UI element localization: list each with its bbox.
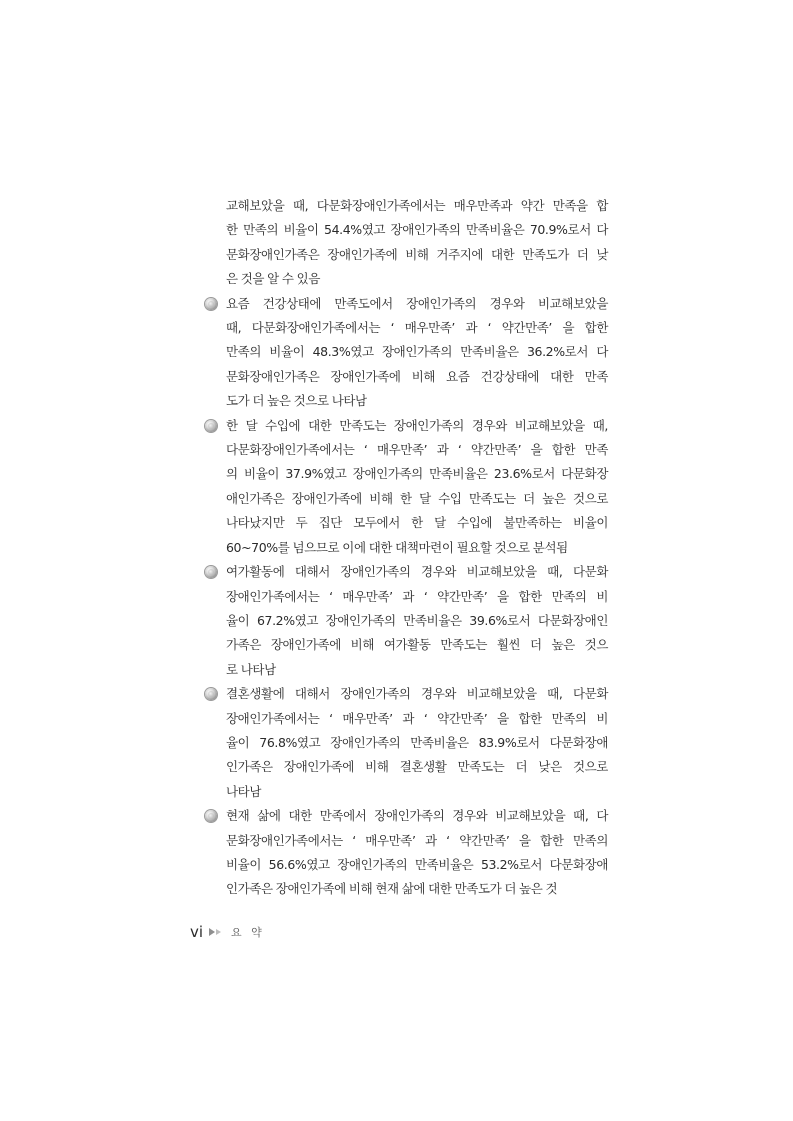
text-line: 문화장애인가족은 장애인가족에 비해 요즘 건강상태에 대한 만족	[226, 368, 608, 384]
text-line: 교해보았을 때, 다문화장애인가족에서는 매우만족과 약간 만족을 합	[226, 198, 608, 213]
text-line: 나타남	[226, 783, 262, 799]
text-line: 가족은 장애인가족에 비해 여가활동 만족도는 훨씬 더 높은 것으	[226, 637, 608, 653]
bullet-item	[203, 682, 608, 804]
text-line: 장애인가족에서는 ‘ 매우만족’ 과 ‘ 약간만족’ 을 합한 만족의 비	[226, 588, 608, 604]
text-line: 애인가족은 장애인가족에 비해 한 달 수입 만족도는 더 높은 것으로	[226, 490, 608, 506]
text-line: 요즘 건강상태에 만족도에서 장애인가족의 경우와 비교해보았을	[226, 295, 608, 311]
text-line: 나타났지만 두 집단 모두에서 한 달 수입에 불만족하는 비율이	[226, 515, 608, 531]
text-line: 다문화장애인가족에서는 ‘ 매우만족’ 과 ‘ 약간만족’ 을 합한 만족	[226, 442, 608, 458]
page-footer	[190, 922, 265, 942]
bullet-item	[203, 414, 608, 560]
section-title: 요 약	[231, 926, 265, 939]
page-number: vi	[190, 923, 204, 941]
text-line: 비율이 56.6%였고 장애인가족의 만족비율은 53.2%로서 다문화장애	[226, 856, 608, 872]
text-line: 율이 67.2%였고 장애인가족의 만족비율은 39.6%로서 다문화장애인	[226, 612, 608, 628]
text-line: 로 나타남	[226, 661, 276, 677]
text-line: 의 비율이 37.9%였고 장애인가족의 만족비율은 23.6%로서 다문화장	[226, 466, 608, 482]
bullet-icon	[205, 688, 217, 700]
text-line: 장애인가족에서는 ‘ 매우만족’ 과 ‘ 약간만족’ 을 합한 만족의 비	[226, 710, 608, 726]
text-line: 여가활동에 대해서 장애인가족의 경우와 비교해보았을 때, 다문화	[226, 564, 608, 580]
bullet-item	[203, 560, 608, 682]
text-line: 문화장애인가족은 장애인가족에 비해 거주지에 대한 만족도가 더 낮	[226, 246, 608, 262]
text-line: 때, 다문화장애인가족에서는 ‘ 매우만족’ 과 ‘ 약간만족’ 을 합한	[226, 320, 608, 336]
text-line: 인가족은 장애인가족에 비해 결혼생활 만족도는 더 낮은 것으로	[226, 759, 608, 775]
text-line: 도가 더 높은 것으로 나타남	[226, 393, 367, 409]
bullet-item	[203, 804, 608, 902]
bullet-icon	[205, 298, 217, 310]
document-body	[203, 194, 608, 902]
bullet-icon	[205, 810, 217, 822]
text-line: 인가족은 장애인가족에 비해 현재 삶에 대한 만족도가 더 높은 것	[226, 881, 558, 897]
text-line: 문화장애인가족에서는 ‘ 매우만족’ 과 ‘ 약간만족’ 을 합한 만족의	[226, 832, 608, 848]
text-line: 현재 삶에 대한 만족에서 장애인가족의 경우와 비교해보았을 때, 다	[226, 808, 608, 824]
text-line: 60~70%를 넘으므로 이에 대한 대책마련이 필요할 것으로 분석됨	[226, 539, 568, 555]
text-line: 한 만족의 비율이 54.4%였고 장애인가족의 만족비율은 70.9%로서 다	[226, 222, 608, 238]
text-line: 은 것을 알 수 있음	[226, 271, 321, 287]
bullet-item	[203, 292, 608, 414]
bullet-icon	[205, 566, 217, 578]
text-line: 율이 76.8%였고 장애인가족의 만족비율은 83.9%로서 다문화장애	[226, 734, 608, 750]
bullet-icon	[205, 420, 217, 432]
text-line: 결혼생활에 대해서 장애인가족의 경우와 비교해보았을 때, 다문화	[226, 686, 608, 702]
double-arrow-icon	[209, 928, 221, 936]
continuation-paragraph	[203, 194, 608, 292]
text-line: 한 달 수입에 대한 만족도는 장애인가족의 경우와 비교해보았을 때,	[226, 417, 608, 433]
text-line: 만족의 비율이 48.3%였고 장애인가족의 만족비율은 36.2%로서 다	[226, 344, 608, 360]
